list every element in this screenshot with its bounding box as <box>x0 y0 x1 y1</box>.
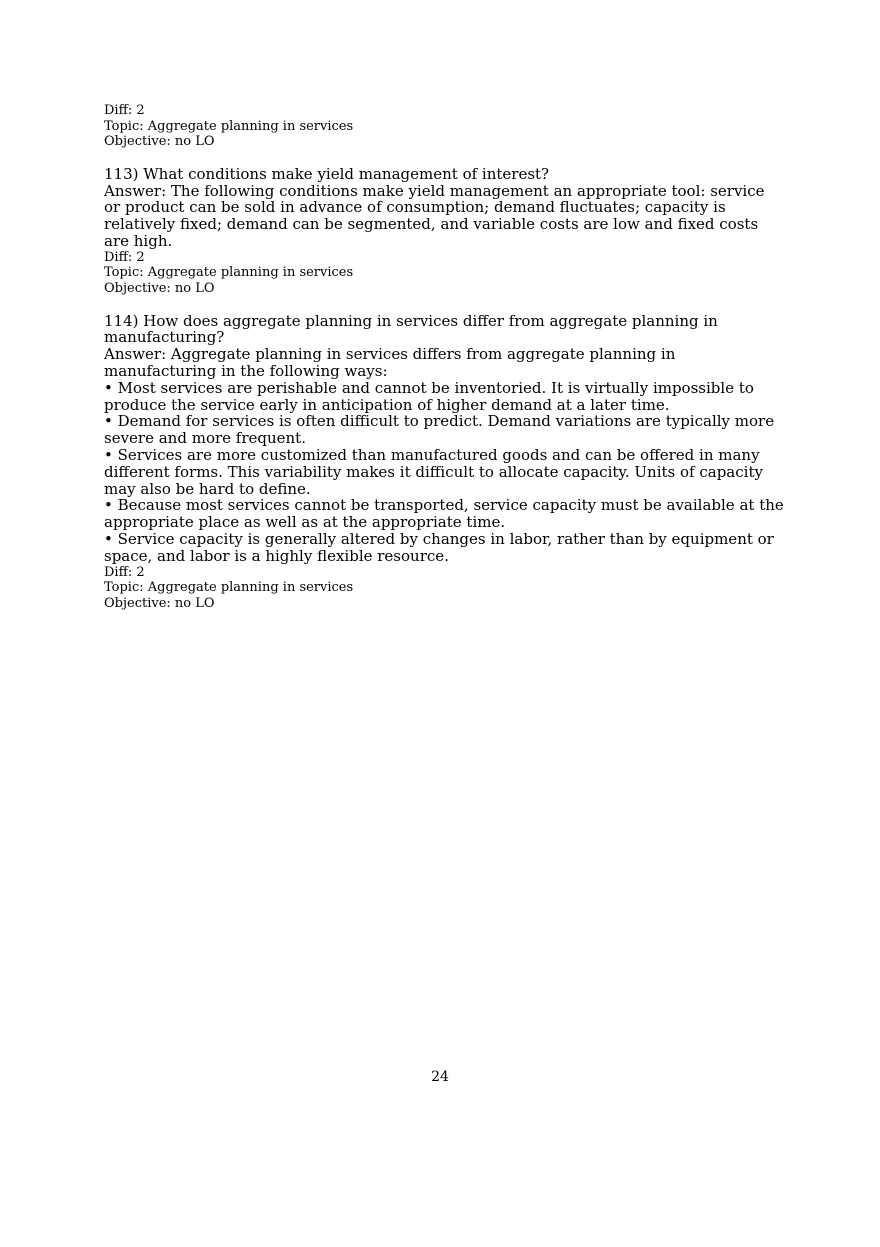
question-113 <box>104 166 784 297</box>
previous-question-meta <box>104 103 784 150</box>
topic-label: Topic: Aggregate planning in services <box>104 265 354 281</box>
answer-text: Answer: The following conditions make yield management an appropriate tool: service or product can be sold in advance of consumption; demand fluctuates; capacity is relatively fixed; demand can be segmented, and variable costs are low and fixed costs are high. <box>104 181 765 250</box>
objective-label: Objective: no LO <box>104 595 215 611</box>
question-114 <box>104 313 784 612</box>
question-text: 114) How does aggregate planning in services differ from aggregate planning in manufacturing? <box>104 311 718 347</box>
answer-bullet: • Services are more customized than manufactured goods and can be offered in many different forms. This variability makes it difficult to allocate capacity. Units of capacity may also be hard to define. <box>104 447 784 497</box>
page-number: 24 <box>431 1069 449 1085</box>
objective-label: Objective: no LO <box>104 134 215 150</box>
diff-label: Diff: 2 <box>104 249 145 265</box>
diff-label: Diff: 2 <box>104 564 145 580</box>
question-text: 113) What conditions make yield management of interest? <box>104 164 550 183</box>
topic-label: Topic: Aggregate planning in services <box>104 580 354 596</box>
answer-bullet: • Because most services cannot be transported, service capacity must be available at the appropriate place as well as at the appropriate time. <box>104 497 784 531</box>
answer-text: Answer: Aggregate planning in services differs from aggregate planning in manufacturing in the following ways: <box>104 345 676 380</box>
answer-bullet: • Demand for services is often difficult to predict. Demand variations are typically more severe and more frequent. <box>104 413 784 447</box>
objective-label: Objective: no LO <box>104 280 215 296</box>
topic-label: Topic: Aggregate planning in services <box>104 118 354 134</box>
diff-label: Diff: 2 <box>104 103 145 118</box>
answer-bullet: • Service capacity is generally altered by changes in labor, rather than by equipment or space, and labor is a highly flexible resource. <box>104 531 784 565</box>
answer-bullet: • Most services are perishable and cannot be inventoried. It is virtually impossible to produce the service early in anticipation of higher demand at a later time. <box>104 380 784 414</box>
page-content <box>104 103 784 611</box>
